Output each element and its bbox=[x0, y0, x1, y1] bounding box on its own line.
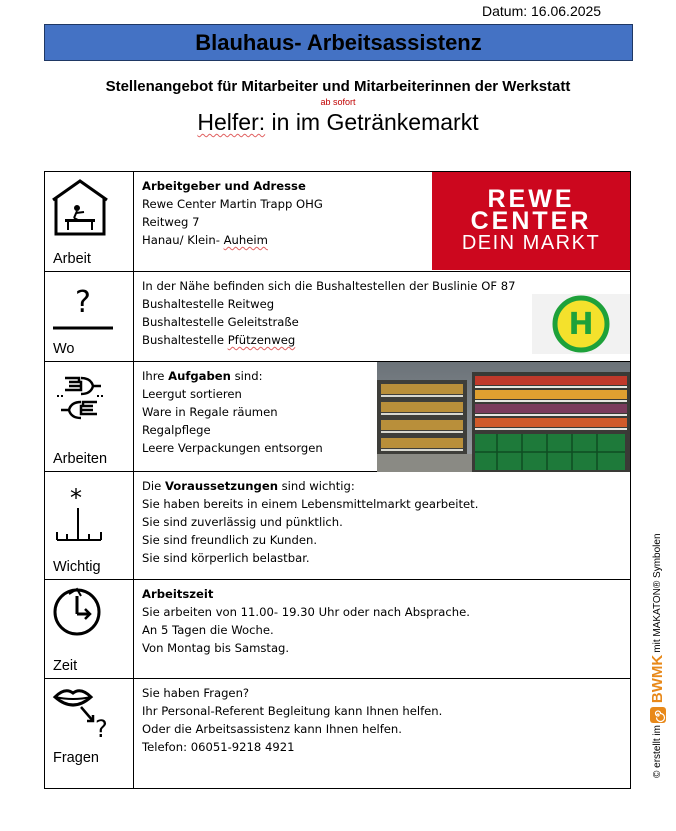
row-arbeiten bbox=[45, 362, 631, 472]
employer-name: Rewe Center Martin Trapp OHG bbox=[142, 197, 323, 211]
icon-cell-wo bbox=[45, 272, 134, 362]
requirement-item: Sie haben bereits in einem Lebensmittelmarkt gearbeitet. bbox=[142, 497, 479, 511]
icon-cell-arbeiten bbox=[45, 362, 134, 472]
contact-line: Oder die Arbeitsassistenz kann Ihnen helfen. bbox=[142, 722, 402, 736]
text-cell-wichtig bbox=[134, 472, 631, 580]
icon-cell-fragen bbox=[45, 679, 134, 789]
credit-prefix: © erstellt im bbox=[652, 725, 663, 778]
requirements-intro-b: Voraussetzungen bbox=[164, 479, 278, 493]
logo-line-rewe: REWE bbox=[487, 185, 575, 213]
worktime-line: Sie arbeiten von 11.00- 19.30 Uhr oder nach Absprache. bbox=[142, 605, 470, 619]
task-item: Leere Verpackungen entsorgen bbox=[142, 441, 323, 455]
text-cell-wo bbox=[134, 272, 631, 362]
label-wichtig: Wichtig bbox=[53, 559, 101, 575]
task-item: Leergut sortieren bbox=[142, 387, 242, 401]
subtitle: Stellenangebot für Mitarbeiter und Mitarbeiterinnen der Werkstatt bbox=[105, 78, 571, 95]
tasks-intro-b: Aufgaben bbox=[168, 369, 231, 383]
contact-line: Sie haben Fragen? bbox=[142, 686, 250, 700]
task-item: Ware in Regale räumen bbox=[142, 405, 278, 419]
page-title: Blauhaus- Arbeitsassistenz bbox=[195, 29, 482, 55]
question-place-icon bbox=[51, 278, 115, 338]
bus-stop-2: Bushaltestelle Geleitstraße bbox=[142, 315, 299, 329]
row-wo bbox=[45, 272, 631, 362]
job-title bbox=[0, 109, 676, 136]
contact-phone: Telefon: 06051-9218 4921 bbox=[142, 740, 295, 754]
svg-text:?: ? bbox=[75, 285, 91, 320]
requirement-item: Sie sind zuverlässig und pünktlich. bbox=[142, 515, 343, 529]
credit-suffix: mit MAKATON® Symbolen bbox=[652, 533, 663, 653]
svg-text:?: ? bbox=[95, 715, 108, 743]
row-wichtig bbox=[45, 472, 631, 580]
text-cell-arbeit bbox=[134, 172, 631, 272]
clock-icon bbox=[51, 586, 107, 642]
important-star-icon bbox=[51, 478, 107, 548]
requirements-intro-a: Die bbox=[142, 479, 165, 493]
svg-text:*: * bbox=[70, 484, 82, 512]
logo-line-center: CENTER bbox=[470, 207, 592, 235]
worktime-line: Von Montag bis Samstag. bbox=[142, 641, 290, 655]
job-title-part2: in im Getränkemarkt bbox=[265, 109, 479, 135]
credit-brand: BWMK bbox=[649, 654, 666, 704]
title-banner bbox=[44, 24, 633, 61]
logo-line-dein-markt: DEIN MARKT bbox=[461, 232, 601, 254]
tasks-intro-a: Ihre bbox=[142, 369, 169, 383]
employer-city-part1: Hanau/ Klein- bbox=[142, 233, 224, 247]
job-title-part1: Helfer: bbox=[197, 109, 266, 135]
employer-street: Reitweg 7 bbox=[142, 215, 200, 229]
beverage-shelf-photo bbox=[377, 362, 630, 472]
rewe-center-logo bbox=[432, 172, 630, 270]
label-arbeit: Arbeit bbox=[53, 251, 91, 267]
label-fragen: Fragen bbox=[53, 750, 99, 766]
bus-stop-3-part1: Bushaltestelle bbox=[142, 333, 228, 347]
house-work-icon bbox=[51, 178, 109, 236]
credit-vertical bbox=[649, 533, 666, 778]
bus-stop-1: Bushaltestelle Reitweg bbox=[142, 297, 275, 311]
label-arbeiten: Arbeiten bbox=[53, 451, 108, 467]
hands-working-icon bbox=[51, 368, 111, 428]
text-cell-arbeiten bbox=[134, 362, 631, 472]
start-note: ab sofort bbox=[320, 97, 356, 107]
label-zeit: Zeit bbox=[53, 658, 78, 674]
icon-cell-arbeit bbox=[45, 172, 134, 272]
row-arbeit bbox=[45, 172, 631, 272]
date-label: Datum: 16.06.2025 bbox=[482, 3, 602, 19]
requirements-intro-c: sind wichtig: bbox=[277, 479, 355, 493]
bus-stop-3-part2: Pfützenweg bbox=[227, 333, 296, 347]
requirements-intro bbox=[142, 477, 622, 495]
text-cell-zeit bbox=[134, 580, 631, 679]
job-offer-table bbox=[44, 171, 631, 789]
bus-intro: In der Nähe befinden sich die Bushaltestellen der Buslinie OF 87 bbox=[142, 279, 516, 293]
contact-line: Ihr Personal-Referent Begleitung kann Ihnen helfen. bbox=[142, 704, 443, 718]
task-item: Regalpflege bbox=[142, 423, 211, 437]
employer-city-part2: Auheim bbox=[223, 233, 268, 247]
employer-heading: Arbeitgeber und Adresse bbox=[142, 179, 306, 193]
requirement-item: Sie sind freundlich zu Kunden. bbox=[142, 533, 318, 547]
worktime-heading: Arbeitszeit bbox=[142, 587, 214, 601]
icon-cell-zeit bbox=[45, 580, 134, 679]
lips-question-icon bbox=[51, 685, 121, 747]
row-fragen bbox=[45, 679, 631, 789]
label-wo: Wo bbox=[53, 341, 75, 357]
bus-sign-letter: H bbox=[568, 307, 594, 342]
icon-cell-wichtig bbox=[45, 472, 134, 580]
bus-stop-sign bbox=[532, 294, 630, 354]
requirement-item: Sie sind körperlich belastbar. bbox=[142, 551, 310, 565]
bwmk-spiral-icon bbox=[650, 707, 666, 723]
worktime-line: An 5 Tagen die Woche. bbox=[142, 623, 274, 637]
tasks-intro-c: sind: bbox=[230, 369, 263, 383]
row-zeit bbox=[45, 580, 631, 679]
bus-stop-sign-icon bbox=[551, 296, 611, 352]
text-cell-fragen bbox=[134, 679, 631, 789]
